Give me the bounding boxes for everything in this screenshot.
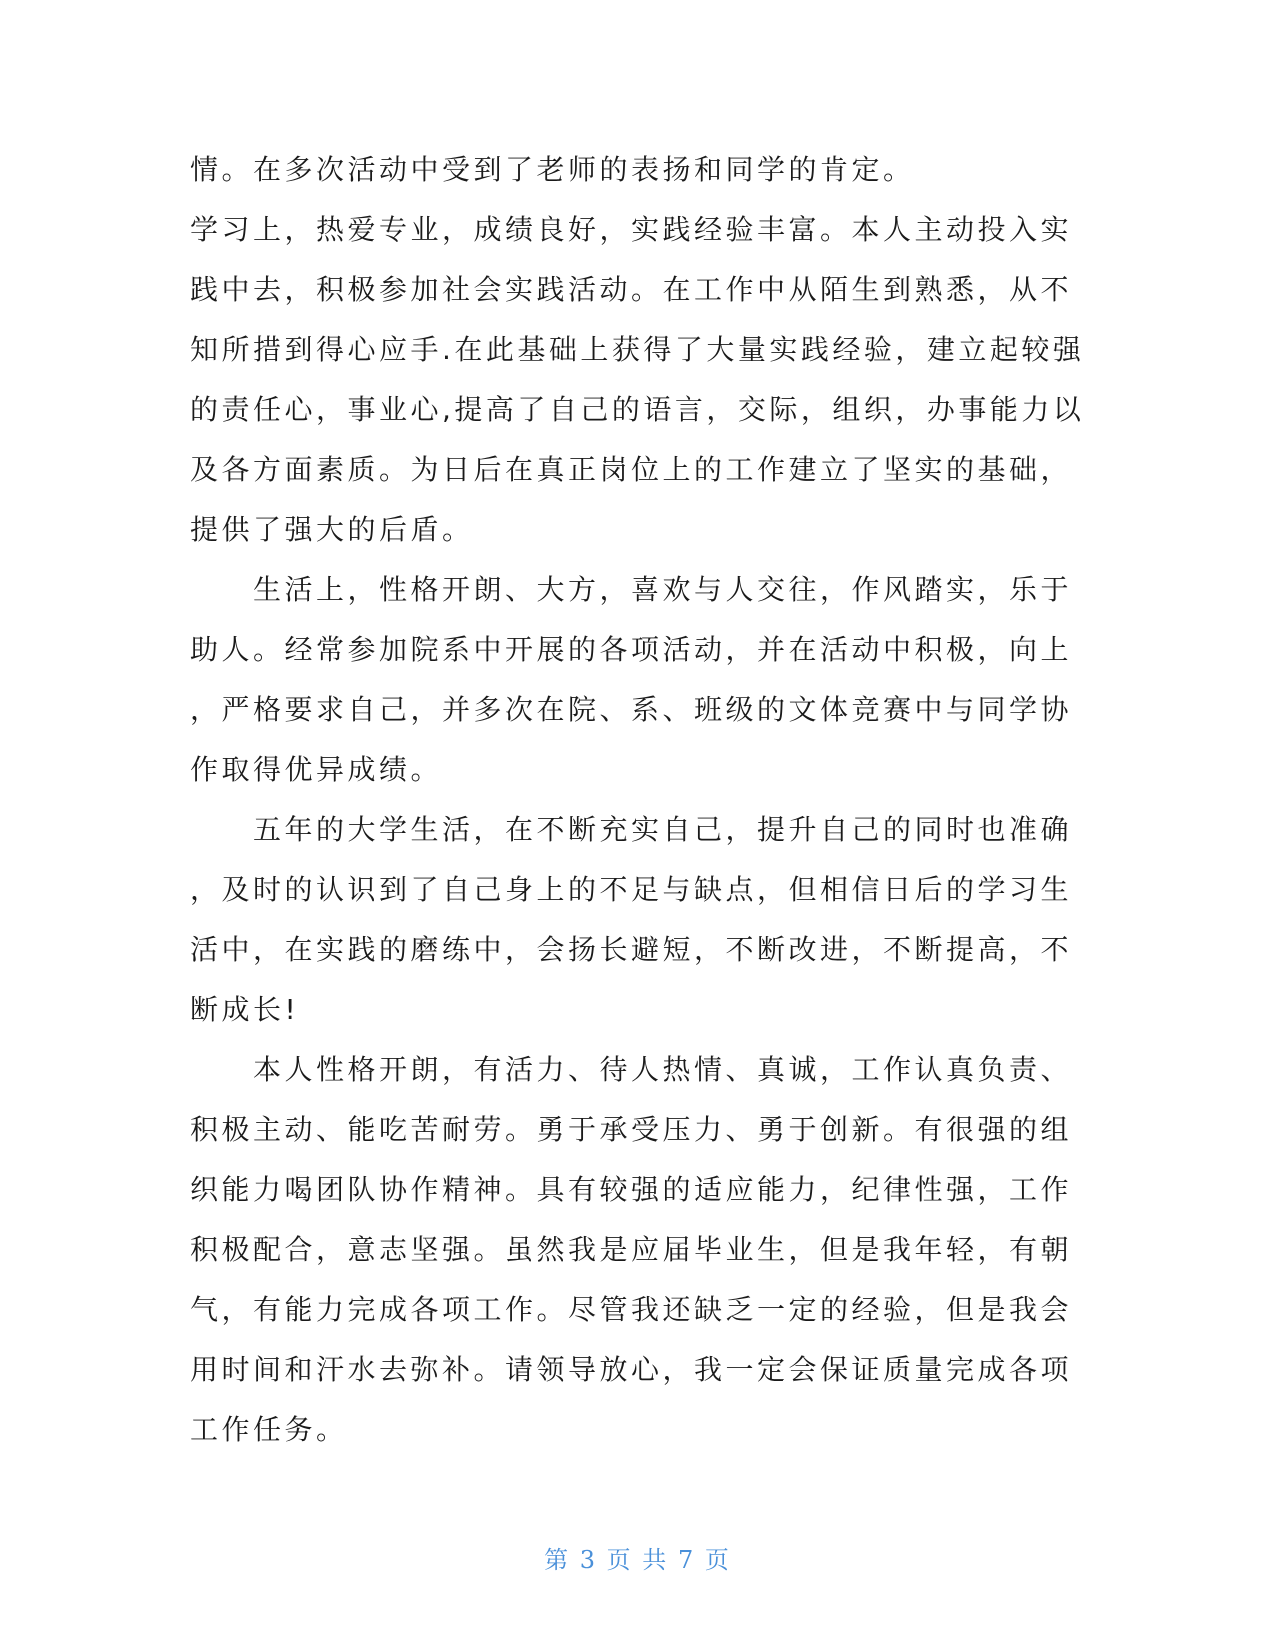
text-line: 工作任务。 bbox=[190, 1413, 348, 1446]
text-line: 积极配合，意志坚强。虽然我是应届毕业生，但是我年轻，有朝 bbox=[190, 1233, 1073, 1266]
text-line: 提供了强大的后盾。 bbox=[190, 513, 474, 546]
body-text bbox=[190, 140, 1090, 1460]
text-line: 断成长! bbox=[190, 993, 300, 1026]
text-line: 作取得优异成绩。 bbox=[190, 753, 443, 786]
text-line: 织能力喝团队协作精神。具有较强的适应能力，纪律性强，工作 bbox=[190, 1173, 1073, 1206]
text-line: 生活上，性格开朗、大方，喜欢与人交往，作风踏实，乐于 bbox=[190, 573, 1073, 606]
text-line: 知所措到得心应手.在此基础上获得了大量实践经验，建立起较强 bbox=[190, 333, 1085, 366]
text-line: 助人。经常参加院系中开展的各项活动，并在活动中积极，向上 bbox=[190, 633, 1073, 666]
text-line: 积极主动、能吃苦耐劳。勇于承受压力、勇于创新。有很强的组 bbox=[190, 1113, 1073, 1146]
text-line: 情。在多次活动中受到了老师的表扬和同学的肯定。 bbox=[190, 153, 915, 186]
text-line: 五年的大学生活，在不断充实自己，提升自己的同时也准确 bbox=[190, 813, 1073, 846]
text-line: ，及时的认识到了自己身上的不足与缺点，但相信日后的学习生 bbox=[190, 873, 1073, 906]
text-line: 的责任心，事业心,提高了自己的语言，交际，组织，办事能力以 bbox=[190, 393, 1085, 426]
text-line: 本人性格开朗，有活力、待人热情、真诚，工作认真负责、 bbox=[190, 1053, 1073, 1086]
text-line: 践中去，积极参加社会实践活动。在工作中从陌生到熟悉，从不 bbox=[190, 273, 1073, 306]
text-line: 及各方面素质。为日后在真正岗位上的工作建立了坚实的基础， bbox=[190, 453, 1073, 486]
text-line: 学习上，热爱专业，成绩良好，实践经验丰富。本人主动投入实 bbox=[190, 213, 1073, 246]
page-number: 第 3 页 共 7 页 bbox=[544, 1546, 731, 1574]
text-line: 用时间和汗水去弥补。请领导放心，我一定会保证质量完成各项 bbox=[190, 1353, 1073, 1386]
text-line: 气，有能力完成各项工作。尽管我还缺乏一定的经验，但是我会 bbox=[190, 1293, 1073, 1326]
text-line: 活中，在实践的磨练中，会扬长避短，不断改进，不断提高，不 bbox=[190, 933, 1073, 966]
text-line: ，严格要求自己，并多次在院、系、班级的文体竞赛中与同学协 bbox=[190, 693, 1073, 726]
